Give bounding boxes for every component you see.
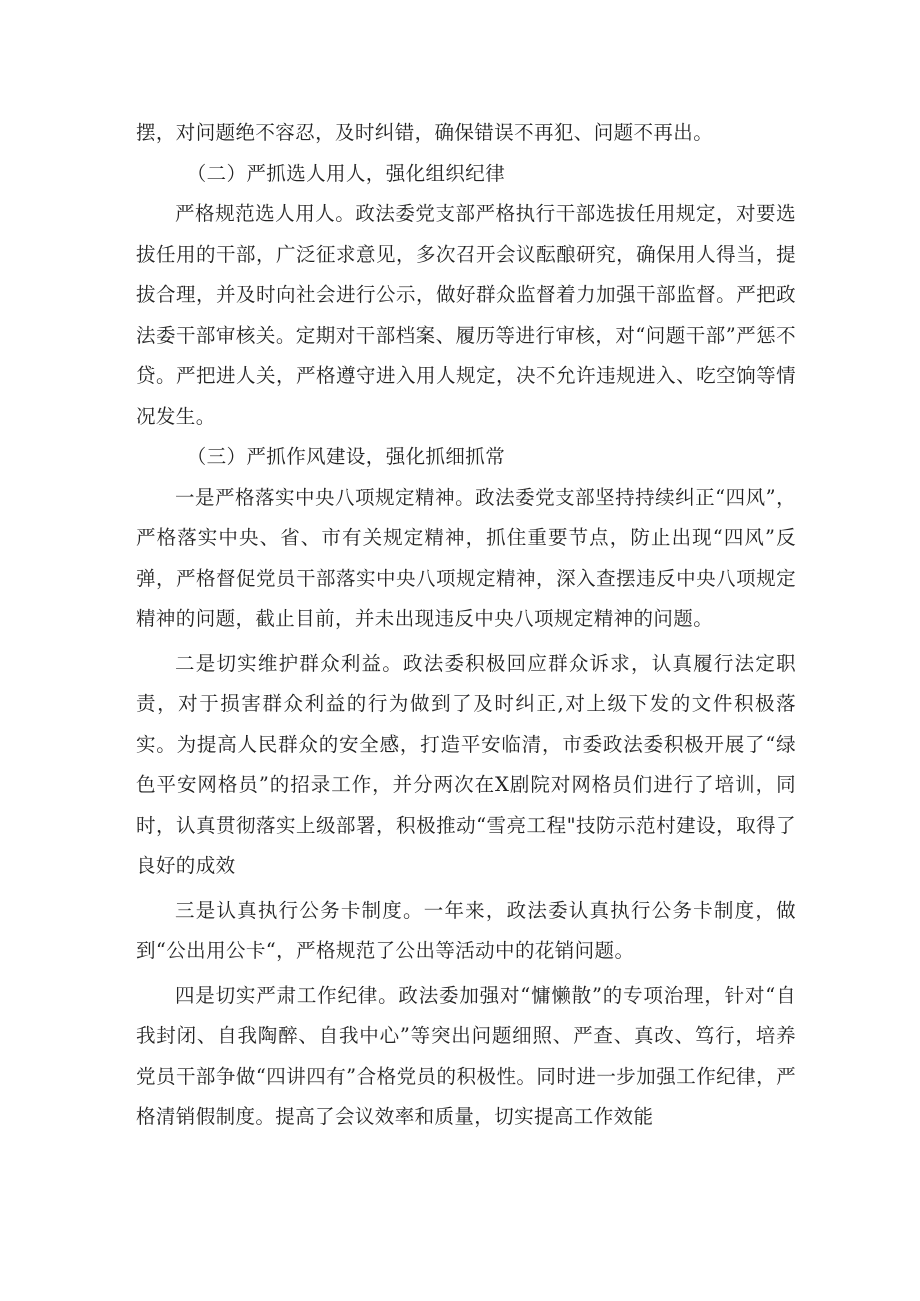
document-body [136,113,796,1138]
paragraph-public-interest: 二是切实维护群众利益。政法委积极回应群众诉求，认真履行法定职责，对于损害群众利益的行为做到了及时纠正,对上级下发的文件积极落实。为提高人民群众的安全感，打造平安临清，市委政法委积极开展了“绿色平安网格员”的招录工作，并分两次在X剧院对网格员们进行了培训，同时，认真贯彻落实上级部署，积极推动“雪亮工程"技防示范村建设，取得了良好的成效 [136,651,796,877]
paragraph-eight-rules: 一是严格落实中央八项规定精神。政法委党支部坚持持续纠正“四风”，严格落实中央、省、市有关规定精神，抓住重要节点，防止出现“四风”反弹，严格督促党员干部落实中央八项规定精神，深入查摆违反中央八项规定精神的问题，截止目前，并未出现违反中央八项规定精神的问题。 [136,485,796,630]
section-heading-3: （三）严抓作风建设，强化抓细抓常 [186,445,506,468]
paragraph-selection: 严格规范选人用人。政法委党支部严格执行干部选拔任用规定，对要选拔任用的干部，广泛征求意见，多次召开会议酝酿研究，确保用人得当，提拔合理，并及时向社会进行公示，做好群众监督着力加强干部监督。严把政法委干部审核关。定期对干部档案、履历等进行审核，对“问题干部”严惩不贷。严把进人关，严格遵守进入用人规定，决不允许违规进入、吃空饷等情况发生。 [136,202,796,428]
paragraph-official-card: 三是认真执行公务卡制度。一年来，政法委认真执行公务卡制度，做到“公出用公卡“，严格规范了公出等活动中的花销问题。 [136,898,796,962]
paragraph-work-discipline: 四是切实严肃工作纪律。政法委加强对“慵懒散”的专项治理，针对“自我封闭、自我陶醉、自我中心”等突出问题细照、严查、真改、笃行，培养党员干部争做“四讲四有”合格党员的积极性。同时进一步加强工作纪律，严格清销假制度。提高了会议效率和质量，切实提高工作效能 [136,983,796,1128]
paragraph-continued: 摆，对问题绝不容忍，及时纠错，确保错误不再犯、问题不再出。 [136,121,714,144]
section-heading-2: （二）严抓选人用人，强化组织纪律 [186,161,506,185]
